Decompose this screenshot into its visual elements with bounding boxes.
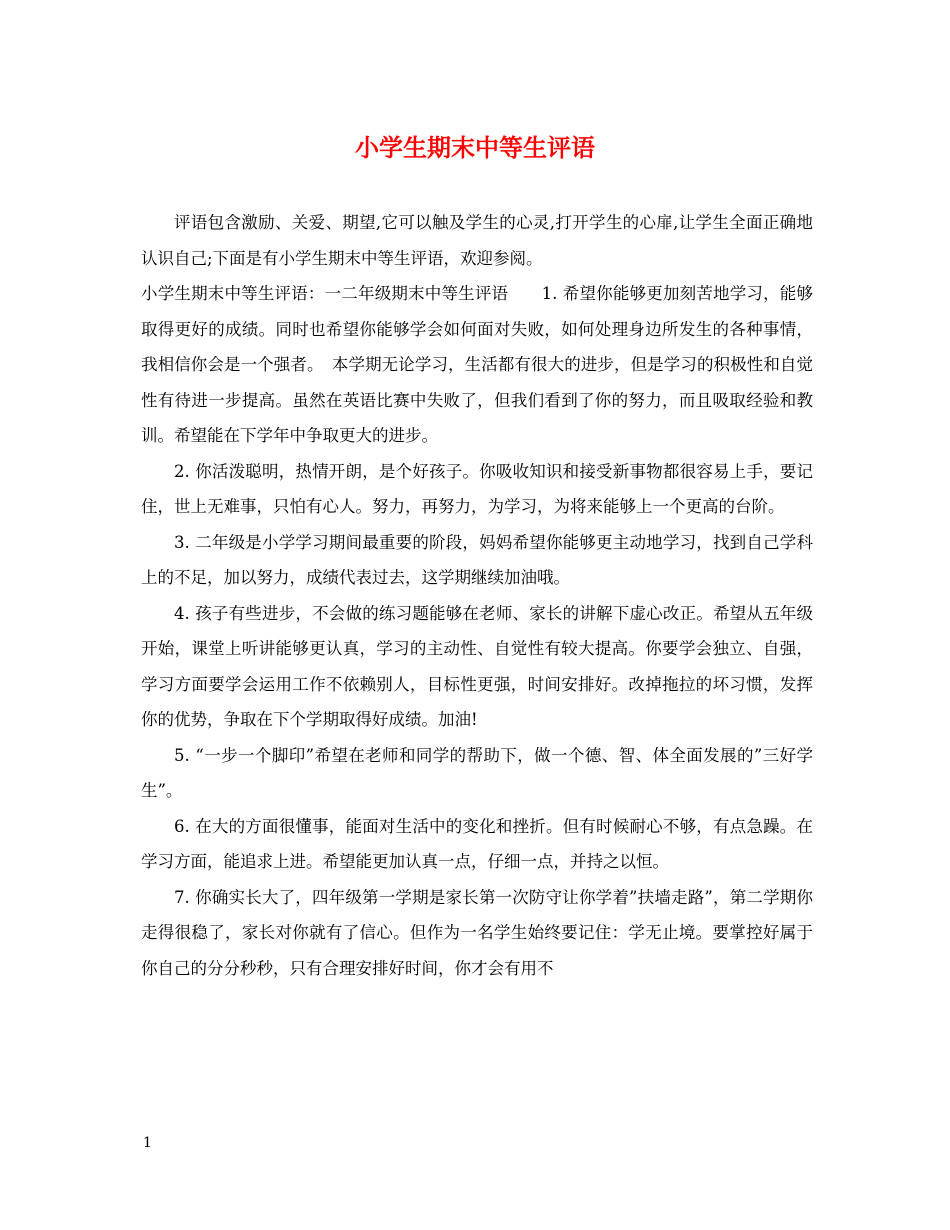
paragraph-item-3: 3. 二年级是小学学习期间最重要的阶段，妈妈希望你能够更主动地学习，找到自己学科上的不足，加以努力，成绩代表过去，这学期继续加油哦。 [141, 532, 813, 587]
paragraph-item-5: 5. “一步一个脚印”希望在老师和同学的帮助下，做一个德、智、体全面发展的”三好学生”。 [141, 745, 813, 800]
paragraph-item-6: 6. 在大的方面很懂事，能面对生活中的变化和挫折。但有时候耐心不够，有点急躁。在学习方面，能追求上进。希望能更加认真一点，仔细一点，并持之以恒。 [141, 816, 813, 871]
paragraph-item-4: 4. 孩子有些进步，不会做的练习题能够在老师、家长的讲解下虚心改正。希望从五年级开始，课堂上听讲能够更认真，学习的主动性、自觉性有较大提高。你要学会独立、自强，学习方面要学会运用工作不依赖别人，目标性更强，时间安排好。改掉拖拉的坏习惯，发挥你的优势，争取在下个学期取得好成绩。加油! [141, 603, 813, 729]
paragraph-item-7: 7. 你确实长大了，四年级第一学期是家长第一次防守让你学着”扶墙走路”，第二学期你走得很稳了，家长对你就有了信心。但作为一名学生始终要记住：学无止境。要掌控好属于你自己的分分秒秒，只有合理安排好时间，你才会有用不 [141, 887, 813, 978]
document-body [141, 205, 813, 986]
page-number: 1 [143, 1135, 152, 1151]
document-title: 小学生期末中等生评语 [355, 133, 595, 162]
paragraph-item-2: 2. 你活泼聪明，热情开朗，是个好孩子。你吸收知识和接受新事物都很容易上手，要记住，世上无难事，只怕有心人。努力，再努力，为学习，为将来能够上一个更高的台阶。 [141, 461, 813, 516]
paragraph-item-1: 小学生期末中等生评语：一二年级期末中等生评语 1. 希望你能够更加刻苦地学习，能够取得更好的成绩。同时也希望你能够学会如何面对失败，如何处理身边所发生的各种事情，我相信你会是一个强者。 本学期无论学习，生活都有很大的进步，但是学习的积极性和自觉性有待进一步提高。虽然在英语比赛中失败了，但我们看到了你的努力，而且吸取经验和教训。希望能在下学年中争取更大的进步。 [141, 284, 813, 445]
paragraph-intro: 评语包含激励、关爱、期望,它可以触及学生的心灵,打开学生的心扉,让学生全面正确地认识自己;下面是有小学生期末中等生评语，欢迎参阅。 [141, 213, 813, 268]
